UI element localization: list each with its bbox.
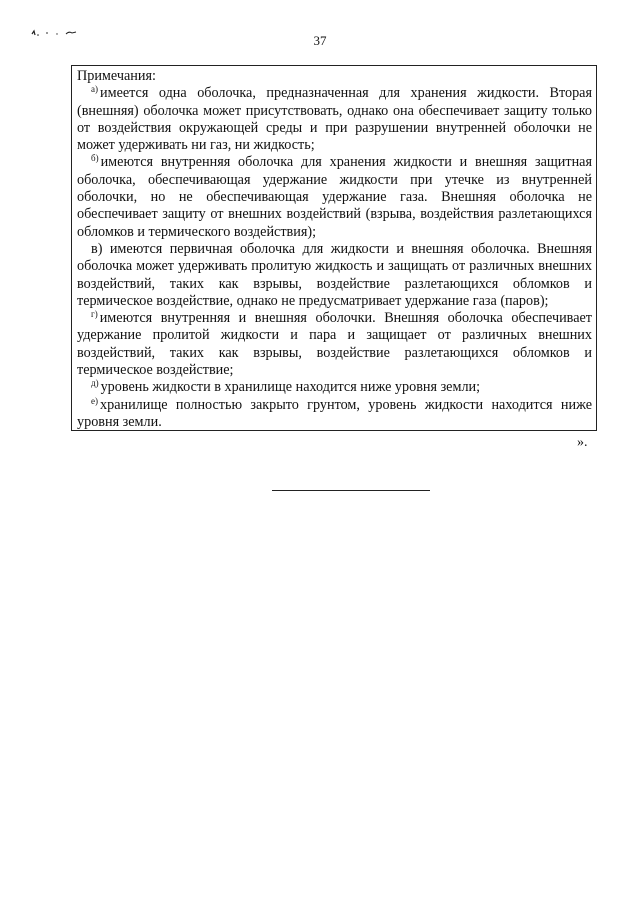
note-text: имеются внутренняя оболочка для хранения жидкости и внешняя защитная оболочка, обеспечивающая удержание жидкости при утечке из внутренней оболочки, но не обеспечивающая удержание газа. Внешняя оболочка не обеспечивает защиту от внешних воздействий (взрыва, воздействия разлетающихся обломков и термического воздействия); [77,154,592,240]
closing-quote: ». [577,435,588,450]
notes-title: Примечания: [77,68,156,84]
note-item-b [77,154,592,240]
note-text: в) имеются первичная оболочка для жидкости и внешняя оболочка. Внешняя оболочка может удерживать пролитую жидкость и защищать от различных внешних воздействий, таких как взрывы, воздействие разлетающихся обломков и термическое воздействие, однако не предусматривает удержание газа (паров); [77,240,592,309]
note-item-g [77,310,592,379]
note-text: хранилище полностью закрыто грунтом, уровень жидкости находится ниже уровня земли. [77,396,592,430]
note-text: имеется одна оболочка, предназначенная для хранения жидкости. Вторая (внешняя) оболочка может присутствовать, однако она обеспечивает защиту только от воздействия окружающей среды и при разрушении внутренней оболочки не может удерживать ни газ, ни жидкость; [77,85,592,154]
note-marker: г) [91,309,98,320]
note-item-e [77,397,592,432]
notes-box [71,65,597,431]
note-marker: а) [91,84,98,95]
note-marker: д) [91,378,99,389]
page-number: 37 [313,33,327,48]
note-text: имеются внутренняя и внешняя оболочки. Внешняя оболочка обеспечивает удержание пролитой жидкости и пара и защищает от различных внешних воздействий, таких как взрывы, воздействие разлетающихся обломков и термическое воздействие; [77,310,592,379]
separator-line [272,490,430,491]
note-marker: е) [91,395,98,406]
note-item-d [77,379,592,396]
note-item-a [77,85,592,154]
note-text: уровень жидкости в хранилище находится ниже уровня земли; [100,379,481,396]
note-item-v [77,241,592,310]
note-marker: б) [91,153,99,164]
